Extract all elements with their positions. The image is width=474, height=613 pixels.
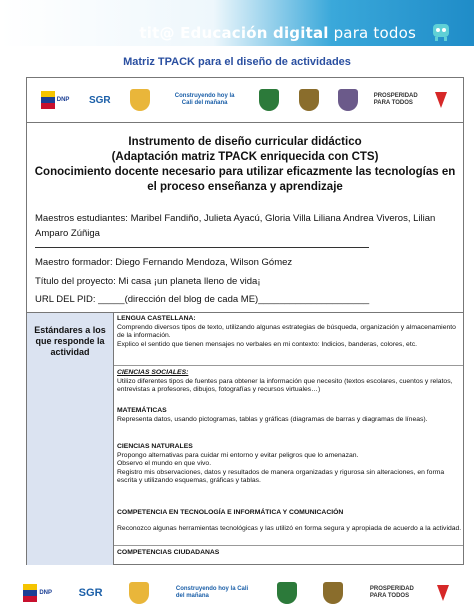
lengua-section: LENGUA CASTELLANA: Comprendo diversos tipos de texto, utilizando algunas estrategias de búsqueda, organización y almacenamiento de la información. Explico el sentido que tienen mensajes no verbales en mi contexto: Indicios, banderas, colores, etc. [117, 315, 456, 348]
standards-label: Estándares a los que responde la actividad [34, 325, 106, 357]
dnp-logo: DNP [41, 87, 70, 113]
sgr-logo: SGR [88, 94, 111, 106]
institution-shield-logo [338, 87, 358, 113]
municipal-footer-logo [129, 581, 149, 605]
standards-table [27, 312, 463, 565]
footer-logos [0, 573, 474, 613]
divider [114, 545, 463, 546]
naturales-section: CIENCIAS NATURALES Propongo alternativas para cuidar mi entorno y evitar peligros que lo amenazan. Observo el mundo en que vivo. Registro mis observaciones, datos y resultados de manera organizadas y rigurosa sin alteraciones, en forma escrita y utilizando esquemas, gráficas y tablas. [117, 443, 445, 485]
university-shield-logo [259, 87, 279, 113]
municipal-shield-logo [130, 87, 150, 113]
sgr-footer-logo: SGR [78, 587, 103, 599]
school-footer-logo [323, 581, 343, 605]
prosperidad-footer-logo: PROSPERIDAD PARA TODOS [369, 586, 414, 599]
ciudadanas-section: COMPETENCIAS CIUDADANAS [117, 549, 220, 556]
project-line: Título del proyecto: Mi casa ¡un planeta lleno de vida¡ [35, 276, 261, 287]
separator-line [35, 247, 369, 248]
university-footer-logo [277, 581, 297, 605]
standards-label-cell [27, 313, 114, 565]
header-banner [0, 0, 474, 46]
school-shield-logo [299, 87, 319, 113]
page-title: Matriz TPACK para el diseño de actividades [123, 56, 351, 68]
students-line: Maestros estudiantes: Maribel Fandiño, Julieta Ayacú, Gloria Villa Liliana Andrea Viveros, Lilian Amparo Zúñiga [35, 213, 436, 239]
tecnologia-section: COMPETENCIA EN TECNOLOGÍA E INFORMÁTICA Y COMUNICACIÓN [117, 509, 344, 516]
matematicas-section: MATEMÁTICAS Representa datos, usando pictogramas, tablas y gráficas (diagramas de barras y diagramas de líneas). [117, 407, 428, 423]
robot-mascot-icon [430, 20, 452, 42]
document-frame [26, 77, 464, 565]
divider [114, 365, 463, 366]
dnp-footer-logo: DNP [23, 581, 52, 605]
instrument-subtitle: (Adaptación matriz TPACK enriquecida con CTS) [111, 151, 379, 163]
logos-row [27, 78, 463, 122]
url-line: URL DEL PID: _____(dirección del blog de cada ME)_____________________ [35, 294, 370, 305]
cali-logo: Construyendo hoy la Cali del mañana [174, 93, 235, 106]
instrument-description: Conocimiento docente necesario para utilizar eficazmente las tecnologías en el proceso enseñanza y aprendizaje [34, 166, 456, 193]
sociales-section: CIENCIAS SOCIALES: Utilizo diferentes tipos de fuentes para obtener la información que necesito (textos escolares, cuentos y relatos, entrevistas a profesores, dibujos, fotografías y recursos virtuales…) [117, 369, 453, 394]
instrument-title: Instrumento de diseño curricular didáctico [128, 136, 362, 148]
prosperidad-logo: PROSPERIDAD PARA TODOS [373, 93, 418, 106]
brand-title: tit@ Educación digital para todos [139, 24, 416, 42]
flag-logo [433, 87, 449, 113]
cali-footer-logo: Construyendo hoy la Cali del mañana [175, 586, 249, 599]
tecnologia-text: Reconozco algunas herramientas tecnológicas y las utilizó en forma segura y apropiada de acuerdo a la actividad. [117, 525, 462, 532]
flag-footer-logo [435, 581, 451, 605]
standards-content-cell [114, 313, 463, 565]
instrument-section [27, 122, 463, 313]
trainer-line: Maestro formador: Diego Fernando Mendoza, Wilson Gómez [35, 257, 293, 268]
